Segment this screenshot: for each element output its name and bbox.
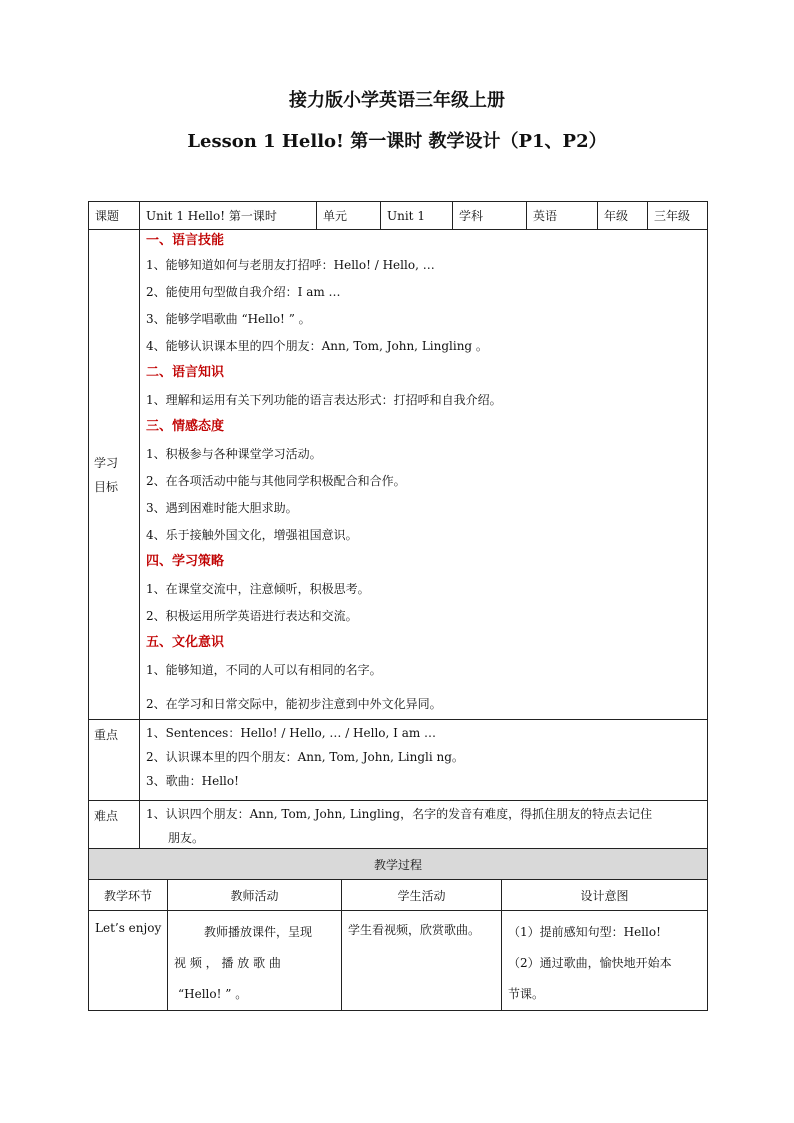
process-header-row	[89, 880, 708, 911]
unit-value: Unit 1	[381, 202, 453, 230]
grade-value: 三年级	[648, 202, 708, 230]
teacher-line: 视 频 ， 播 放 歌 曲	[174, 956, 281, 970]
header-intent: 设计意图	[502, 880, 708, 911]
objective-item: 1、能够知道，不同的人可以有相同的名字。	[146, 663, 382, 677]
process-title: 教学过程	[89, 849, 708, 880]
objectives-label-line1: 学习	[94, 455, 119, 470]
key-point-item: 2、认识课本里的四个朋友：Ann, Tom, John, Lingli ng。	[146, 750, 464, 764]
objective-item: 1、理解和运用有关下列功能的语言表达形式：打招呼和自我介绍。	[146, 393, 502, 407]
intent-line: （2）通过歌曲，愉快地开始本	[508, 956, 672, 970]
document-subtitle: Lesson 1 Hello! 第一课时 教学设计（P1、P2）	[187, 131, 607, 152]
objective-item: 1、在课堂交流中，注意倾听，积极思考。	[146, 582, 370, 596]
unit-label: 单元	[317, 202, 381, 230]
stage-cell: Let’s enjoy	[89, 911, 168, 1011]
objectives-row	[89, 230, 708, 720]
subject-label: 学科	[453, 202, 527, 230]
teacher-line: 教师播放课件，呈现	[204, 925, 313, 939]
difficulties-label: 难点	[89, 801, 140, 855]
objective-item: 3、遇到困难时能大胆求助。	[146, 501, 298, 515]
intent-line: 节课。	[508, 987, 545, 1001]
lesson-info-table	[88, 201, 708, 855]
section-heading: 四、学习策略	[146, 554, 225, 569]
intent-line: （1）提前感知句型：Hello!	[508, 925, 661, 939]
process-row	[89, 911, 708, 1011]
objective-item: 2、在各项活动中能与其他同学积极配合和合作。	[146, 474, 406, 488]
header-stage: 教学环节	[89, 880, 168, 911]
objectives-content	[140, 230, 708, 720]
objective-item: 2、在学习和日常交际中，能初步注意到中外文化异同。	[146, 697, 442, 711]
objective-item: 4、能够认识课本里的四个朋友：Ann, Tom, John, Lingling 。	[146, 339, 488, 353]
section-heading: 五、文化意识	[146, 635, 225, 650]
objective-item: 4、乐于接触外国文化，增强祖国意识。	[146, 528, 358, 542]
key-points-row	[89, 720, 708, 801]
process-title-row	[89, 849, 708, 880]
objective-item: 3、能够学唱歌曲 “Hello! ” 。	[146, 312, 311, 326]
teacher-cell	[168, 911, 342, 1011]
objective-item: 1、能够知道如何与老朋友打招呼：Hello! / Hello, …	[146, 258, 435, 272]
header-student: 学生活动	[342, 880, 502, 911]
teacher-line: “Hello! ” 。	[178, 987, 248, 1001]
section-heading: 二、语言知识	[146, 365, 225, 380]
key-point-item: 3、歌曲：Hello!	[146, 774, 239, 788]
topic-value: Unit 1 Hello! 第一课时	[140, 202, 317, 230]
section-heading: 一、语言技能	[146, 233, 225, 248]
key-point-item: 1、Sentences：Hello! / Hello, … / Hello, I am …	[146, 726, 437, 740]
difficulty-line: 朋友。	[168, 831, 205, 845]
difficulty-line: 1、认识四个朋友：Ann, Tom, John, Lingling，名字的发音有难度，得抓住朋友的特点去记住	[146, 807, 653, 821]
difficulties-row	[89, 801, 708, 855]
header-teacher: 教师活动	[168, 880, 342, 911]
teaching-process-table	[88, 848, 708, 1011]
objective-item: 1、积极参与各种课堂学习活动。	[146, 447, 322, 461]
objective-item: 2、能使用句型做自我介绍：I am …	[146, 285, 341, 299]
key-points-content	[140, 720, 708, 801]
key-points-label: 重点	[89, 720, 140, 801]
intent-cell	[502, 911, 708, 1011]
subject-value: 英语	[527, 202, 598, 230]
student-cell: 学生看视频，欣赏歌曲。	[342, 911, 502, 1011]
topic-label: 课题	[89, 202, 140, 230]
objectives-label-line2: 目标	[94, 479, 119, 494]
document-title: 接力版小学英语三年级上册	[289, 90, 505, 111]
objectives-label	[89, 230, 140, 720]
grade-label: 年级	[598, 202, 648, 230]
section-heading: 三、情感态度	[146, 419, 225, 434]
difficulties-content	[140, 801, 708, 855]
objective-item: 2、积极运用所学英语进行表达和交流。	[146, 609, 358, 623]
info-row	[89, 202, 708, 230]
